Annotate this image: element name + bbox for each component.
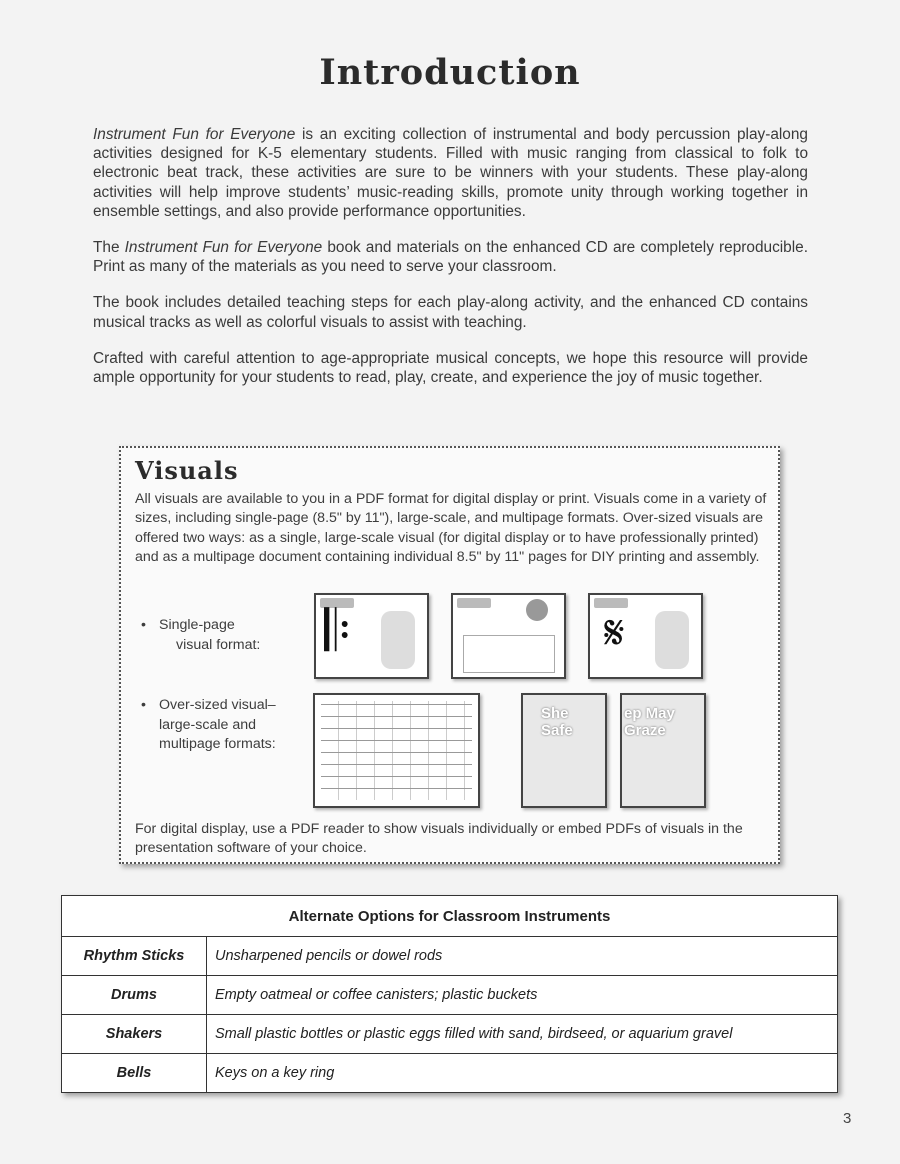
instrument-cell: Bells xyxy=(62,1054,207,1093)
bullet-line: Over-sized visual– xyxy=(159,697,276,713)
thumbnail-multipage-1 xyxy=(521,693,607,808)
instrument-cell: Drums xyxy=(62,976,207,1015)
thumbnail-repeat-sign xyxy=(314,593,429,679)
visuals-heading: Visuals xyxy=(135,456,239,485)
book-title: Instrument Fun for Everyone xyxy=(93,126,296,143)
intro-paragraph-2-text: book and materials on the enhanced CD are completely reproducible. Print as many of the materials as you need to serve your classroom. xyxy=(93,239,808,276)
character-illustration xyxy=(381,611,415,669)
repeat-sign-icon: 𝄆 xyxy=(324,599,352,664)
segno-icon: 𝄋 xyxy=(604,605,625,661)
table-header-row xyxy=(62,896,838,937)
alternative-cell: Empty oatmeal or coffee canisters; plastic buckets xyxy=(207,976,838,1015)
intro-paragraph-3: The book includes detailed teaching steps for each play-along activity, and the enhanced CD contains musical tracks as well as colorful visuals to assist with teaching. xyxy=(93,294,808,331)
visuals-box xyxy=(119,446,780,864)
intro-paragraph-4: Crafted with careful attention to age-appropriate musical concepts, we hope this resource will provide ample opportunity for your students to read, play, create, and experience the joy of music together. xyxy=(93,349,808,387)
instrument-cell: Rhythm Sticks xyxy=(62,937,207,976)
intro-text xyxy=(93,125,808,404)
rhythm-grid xyxy=(321,701,472,800)
alternative-cell: Keys on a key ring xyxy=(207,1054,838,1093)
table-row xyxy=(62,1015,838,1054)
page-title: Introduction xyxy=(319,52,581,93)
table-row xyxy=(62,976,838,1015)
staff-box xyxy=(463,635,555,673)
instrument-cell: Shakers xyxy=(62,1015,207,1054)
thumbnail-word: ep May xyxy=(624,705,675,722)
character-illustration xyxy=(526,599,548,621)
bullet-line: multipage formats: xyxy=(159,736,276,752)
thumbnail-large-scale xyxy=(313,693,480,808)
bullet-dot: • xyxy=(141,617,146,633)
alternative-cell: Unsharpened pencils or dowel rods xyxy=(207,937,838,976)
bullet-dot: • xyxy=(141,697,146,713)
thumbnail-word: Graze xyxy=(624,722,666,739)
visuals-description: All visuals are available to you in a PDF format for digital display or print. Visuals come in a variety of sizes, including single-page (8.5" by 11"), large-scale, and multipage formats. Over-sized visuals are offered two ways: as a single, large-scale visual (for digital display or to have professionally printed) and as a multipage document containing individual 8.5" by 11" pages for DIY printing and assembly. xyxy=(135,491,767,565)
intro-paragraph-2-start: The xyxy=(93,239,125,257)
bullet-line: Single-page xyxy=(159,617,235,633)
page-number: 3 xyxy=(843,1110,852,1127)
bullet-line: large-scale and xyxy=(159,716,257,733)
alternative-cell: Small plastic bottles or plastic eggs filled with sand, birdseed, or aquarium gravel xyxy=(207,1015,838,1054)
thumbnail-banner xyxy=(624,705,675,739)
thumbnail-header xyxy=(457,598,491,608)
book-title: Instrument Fun for Everyone xyxy=(124,239,323,257)
table-row xyxy=(62,1054,838,1093)
thumbnail-segno-sign xyxy=(588,593,703,679)
visuals-footer-note: For digital display, use a PDF reader to show visuals individually or embed PDFs of visuals in the presentation software of your choice. xyxy=(135,821,743,857)
alternate-options-table xyxy=(61,895,838,1093)
table-header: Alternate Options for Classroom Instruments xyxy=(62,896,838,937)
intro-paragraph-2 xyxy=(93,238,808,276)
bullet-line: visual format: xyxy=(176,636,261,653)
thumbnail-word: She xyxy=(541,705,569,722)
thumbnail-multipage-2 xyxy=(620,693,706,808)
intro-paragraph-1 xyxy=(93,125,808,221)
thumbnail-activity-page xyxy=(451,593,566,679)
character-illustration xyxy=(655,611,689,669)
thumbnail-banner xyxy=(541,705,573,739)
intro-paragraph-1-text: is an exciting collection of instrumental and body percussion play-along activities designed for K-5 elementary students. Filled with music ranging from classical to folk to electronic beat track, these activities are sure to be winners with your students. These play-along activities will help improve students’ music-reading skills, promote unity through working together in ensemble settings, and also provide performance opportunities. xyxy=(93,126,808,220)
thumbnail-word: Safe xyxy=(541,722,573,739)
table-row xyxy=(62,937,838,976)
